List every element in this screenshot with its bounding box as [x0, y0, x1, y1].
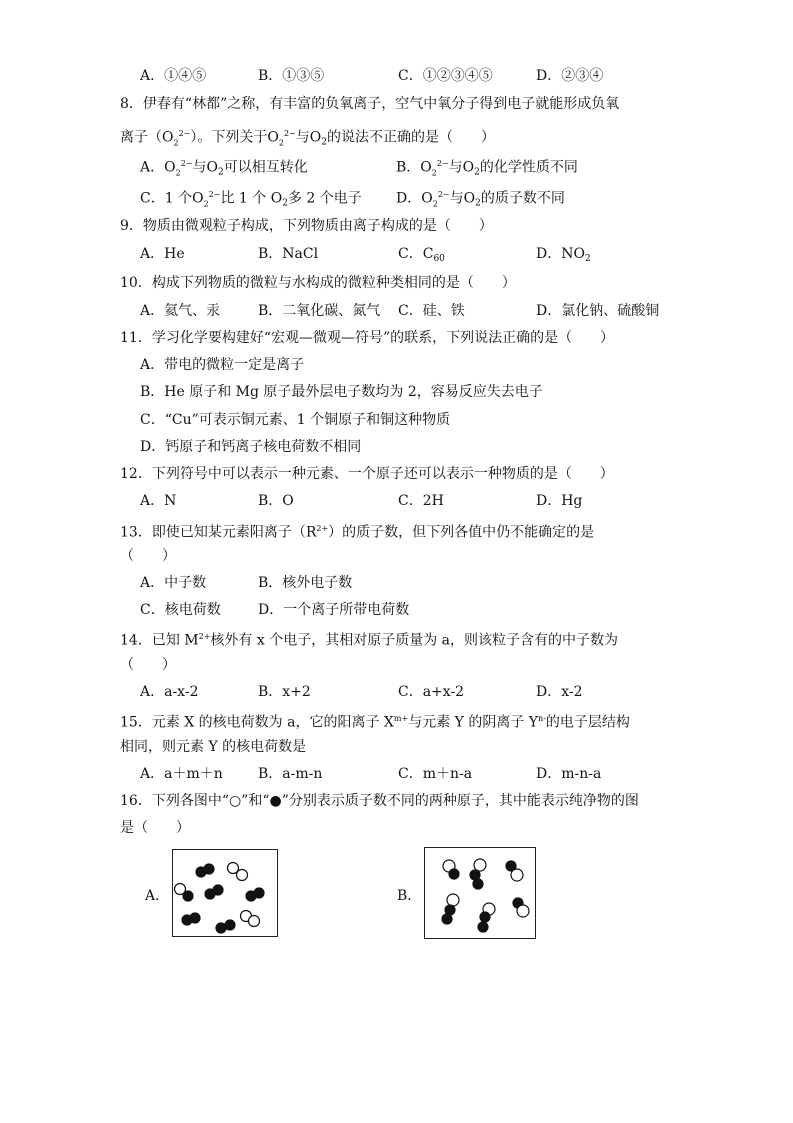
- q12-option-d: D．Hg: [536, 493, 583, 509]
- q12-option-c: C．2H: [398, 493, 444, 509]
- q9-stem: 9．物质由微观粒子构成，下列物质由离子构成的是（ ）: [120, 218, 493, 234]
- q13-option-d: D．一个离子所带电荷数: [258, 602, 410, 618]
- q10-option-a: A．氦气、汞: [140, 303, 221, 319]
- q10-stem: 10．构成下列物质的微粒与水构成的微粒种类相同的是（ ）: [120, 275, 516, 291]
- q9-option-b: B．NaCl: [258, 246, 319, 262]
- q13-stem: 13．即使已知某元素阳离子$(R^{2+})$的质子数，但下列各值中仍不能确定的是: [120, 524, 595, 541]
- peroxide-ion: $O_2^{2-}$: [162, 129, 191, 148]
- q12-option-a: A．N: [140, 493, 177, 509]
- q15-stem-line2: 相同，则元素 Y 的核电荷数是: [120, 739, 307, 755]
- q11-option-a: A．带电的微粒一定是离子: [140, 357, 305, 373]
- q8-option-d: D．$O_2^{2-}$与$O_2$的质子数不同: [396, 190, 565, 209]
- q7-option-d: D．②③④: [536, 68, 604, 84]
- q13-option-b: B．核外电子数: [258, 575, 353, 591]
- q11-option-c: C．“Cu”可表示铜元素、1 个铜原子和铜这种物质: [140, 412, 451, 428]
- q14-stem-bracket: （ ）: [120, 657, 176, 673]
- q10-option-b: B．二氧化碳、氮气: [258, 303, 381, 319]
- q8-option-c: C．1 个$O_2^{2-}$比 1 个 $O_2$多 2 个电子: [140, 190, 362, 209]
- q9-option-a: A．He: [140, 246, 185, 262]
- q15-option-b: B．a-m-n: [258, 766, 323, 782]
- q7-option-a: A．①④⑤: [140, 68, 207, 84]
- q16-stem-line2: 是（ ）: [120, 820, 190, 836]
- q8-option-a: A．$O_2^{2-}$与$O_2$可以相互转化: [140, 159, 308, 178]
- q13-option-a: A．中子数: [140, 575, 207, 591]
- q13-option-c: C．核电荷数: [140, 602, 221, 618]
- q12-option-b: B．O: [258, 493, 294, 509]
- q16-option-a-label: A．: [145, 888, 170, 904]
- q16-figure-b: [424, 847, 536, 939]
- peroxide-ion: $O_2^{2-}$: [267, 129, 296, 148]
- q11-option-b: B．He 原子和 Mg 原子最外层电子数均为 2，容易反应失去电子: [140, 384, 543, 400]
- q16-figure-a: [172, 849, 278, 937]
- q16-option-b-label: B．: [397, 888, 422, 904]
- q15-stem: 15．元素 X 的核电荷数为 a，它的阳离子 $X^{m+}$与元素 Y 的阴离子 $Y^{n-}$的电子层结构: [120, 714, 630, 731]
- q10-option-c: C．硅、铁: [398, 303, 465, 319]
- q15-option-c: C．m＋n-a: [398, 766, 473, 782]
- q15-option-a: A．a＋m＋n: [140, 766, 223, 782]
- q13-stem-bracket: （ ）: [120, 548, 176, 564]
- q8-stem-line1: 8．伊春有“林都”之称，有丰富的负氧离子，空气中氧分子得到电子就能形成负氧: [120, 96, 620, 112]
- q9-option-d: D．$NO_2$: [536, 246, 591, 264]
- q12-stem: 12．下列符号中可以表示一种元素、一个原子还可以表示一种物质的是（ ）: [120, 466, 614, 482]
- q14-option-c: C．a+x-2: [398, 684, 465, 700]
- q14-option-d: D．x-2: [536, 684, 583, 700]
- q8-option-b: B．$O_2^{2-}$与$O_2$的化学性质不同: [396, 159, 578, 178]
- q7-option-c: C．①②③④⑤: [398, 68, 493, 84]
- q11-stem: 11．学习化学要构建好“宏观—微观—符号”的联系，下列说法正确的是（ ）: [120, 330, 615, 346]
- q14-option-b: B．x+2: [258, 684, 311, 700]
- q16-stem: 16．下列各图中“○”和“●”分别表示质子数不同的两种原子，其中能表示纯净物的图: [120, 793, 639, 809]
- q7-option-b: B．①③⑤: [258, 68, 325, 84]
- q10-option-d: D．氯化钠、硫酸铜: [536, 303, 660, 319]
- q15-option-d: D．m-n-a: [536, 766, 602, 782]
- q14-stem: 14．已知 $M^{2+}$核外有 x 个电子，其相对原子质量为 a，则该粒子含有的中子数为: [120, 632, 618, 649]
- q8-stem-line2: 离子$(O_2^{2-})$。下列关于$O_2^{2-}$与$O_2$的说法不正确的是（ ）: [120, 124, 495, 153]
- q9-option-c: C．$C_{60}$: [398, 246, 445, 264]
- q11-option-d: D．钙原子和钙离子核电荷数不相同: [140, 439, 362, 455]
- q14-option-a: A．a-x-2: [140, 684, 199, 700]
